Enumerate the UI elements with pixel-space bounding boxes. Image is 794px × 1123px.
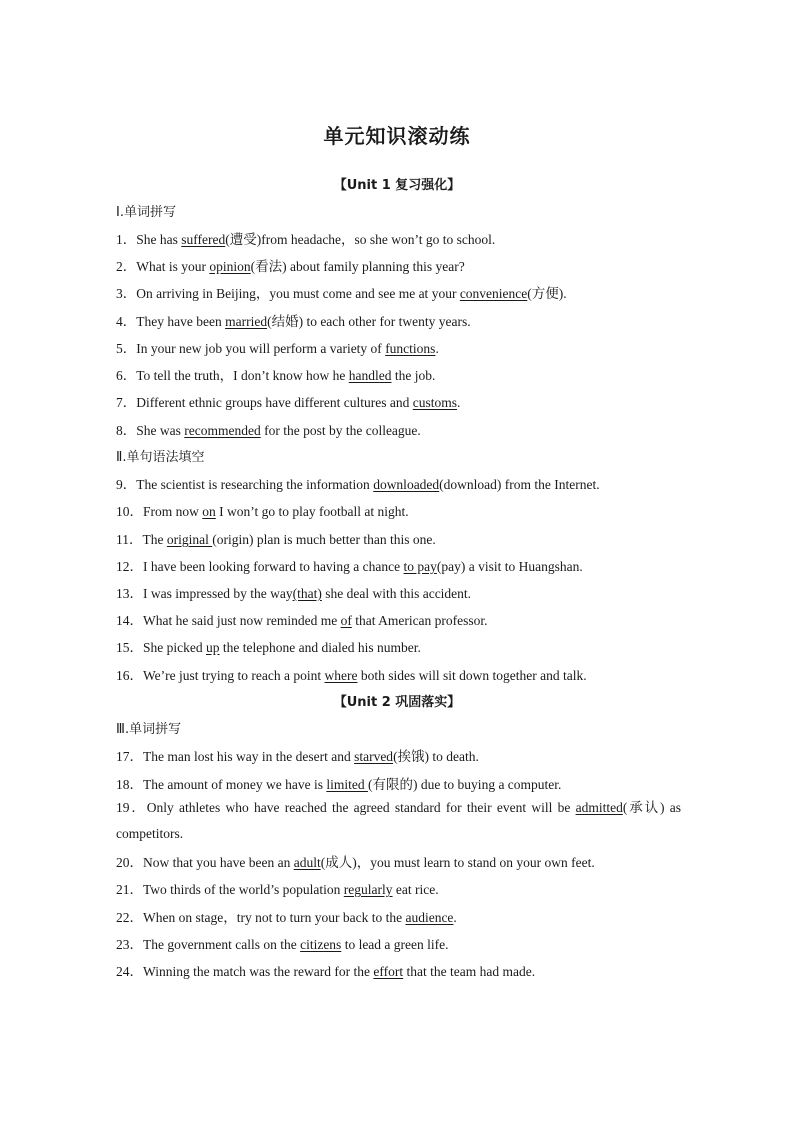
answer: adult xyxy=(293,855,321,870)
answer: customs xyxy=(412,395,458,410)
answer: up xyxy=(206,640,220,655)
answer: downloaded xyxy=(373,477,440,492)
section2-heading: Ⅱ.单句语法填空 xyxy=(116,450,205,465)
answer: of xyxy=(340,613,352,628)
answer: citizens xyxy=(300,937,342,952)
exercise-item: 14．What he said just now reminded me of that American professor. xyxy=(116,613,488,628)
exercise-item: 18．The amount of money we have is limited (有限的) due to buying a computer. xyxy=(116,777,562,792)
unit2-heading: 【Unit 2 巩固落实】 xyxy=(333,695,461,710)
exercise-item: 2．What is your opinion(看法) about family planning this year? xyxy=(116,259,465,274)
answer: where xyxy=(324,668,358,683)
exercise-item: 16．We’re just trying to reach a point where both sides will sit down together and talk. xyxy=(116,668,587,683)
exercise-item: 24．Winning the match was the reward for the effort that the team had made. xyxy=(116,964,536,979)
exercise-item: 5．In your new job you will perform a variety of functions. xyxy=(116,341,439,356)
answer: to pay xyxy=(403,559,437,574)
exercise-item: 7．Different ethnic groups have different cultures and customs. xyxy=(116,395,461,410)
answer: effort xyxy=(373,964,404,979)
answer: (that) xyxy=(292,586,322,601)
exercise-item: 15．She picked up the telephone and dialed his number. xyxy=(116,640,421,655)
exercise-item: 9．The scientist is researching the information downloaded(download) from the Internet. xyxy=(116,477,600,492)
unit1-heading: 【Unit 1 复习强化】 xyxy=(333,178,461,193)
exercise-item: 8．She was recommended for the post by the colleague. xyxy=(116,423,421,438)
exercise-item: 13．I was impressed by the way(that) she deal with this accident. xyxy=(116,586,472,601)
exercise-item: 22．When on stage，try not to turn your back to the audience. xyxy=(116,910,457,925)
exercise-item: 6．To tell the truth，I don’t know how he handled the job. xyxy=(116,368,436,383)
answer: convenience xyxy=(459,286,528,301)
section1-heading: Ⅰ.单词拼写 xyxy=(116,205,176,220)
answer: functions xyxy=(385,341,436,356)
answer: limited xyxy=(326,777,368,792)
exercise-item: 11．The original (origin) plan is much better than this one. xyxy=(116,532,436,547)
answer: original xyxy=(166,532,213,547)
answer: opinion xyxy=(209,259,251,274)
exercise-item: 12．I have been looking forward to having a chance to pay(pay) a visit to Huangshan. xyxy=(116,559,583,574)
section3-heading: Ⅲ.单词拼写 xyxy=(116,722,182,737)
exercise-item: 23．The government calls on the citizens to lead a green life. xyxy=(116,937,449,952)
answer: handled xyxy=(348,368,392,383)
exercise-item: 10．From now on I won’t go to play football at night. xyxy=(116,504,409,519)
answer: recommended xyxy=(184,423,261,438)
exercise-item: 17．The man lost his way in the desert and starved(挨饿) to death. xyxy=(116,749,479,764)
exercise-item: 20．Now that you have been an adult(成人)，you must learn to stand on your own feet. xyxy=(116,855,595,870)
answer: regularly xyxy=(343,882,393,897)
answer: starved xyxy=(354,749,394,764)
exercise-item: 21．Two thirds of the world’s population regularly eat rice. xyxy=(116,882,439,897)
exercise-item: 3．On arriving in Beijing，you must come and see me at your convenience(方便). xyxy=(116,286,567,301)
exercise-item: 19．Only athletes who have reached the agreed standard for their event will be admitted(承认) as competitors. xyxy=(116,800,681,841)
exercise-item: 4．They have been married(结婚) to each other for twenty years. xyxy=(116,314,471,329)
answer: on xyxy=(202,504,216,519)
answer: married xyxy=(225,314,268,329)
answer: audience xyxy=(405,910,454,925)
answer: suffered xyxy=(181,232,226,247)
answer: admitted xyxy=(575,800,623,815)
exercise-item: 1．She has suffered(遭受)from headache，so she won’t go to school. xyxy=(116,232,496,247)
page-title: 单元知识滚动练 xyxy=(323,124,471,148)
